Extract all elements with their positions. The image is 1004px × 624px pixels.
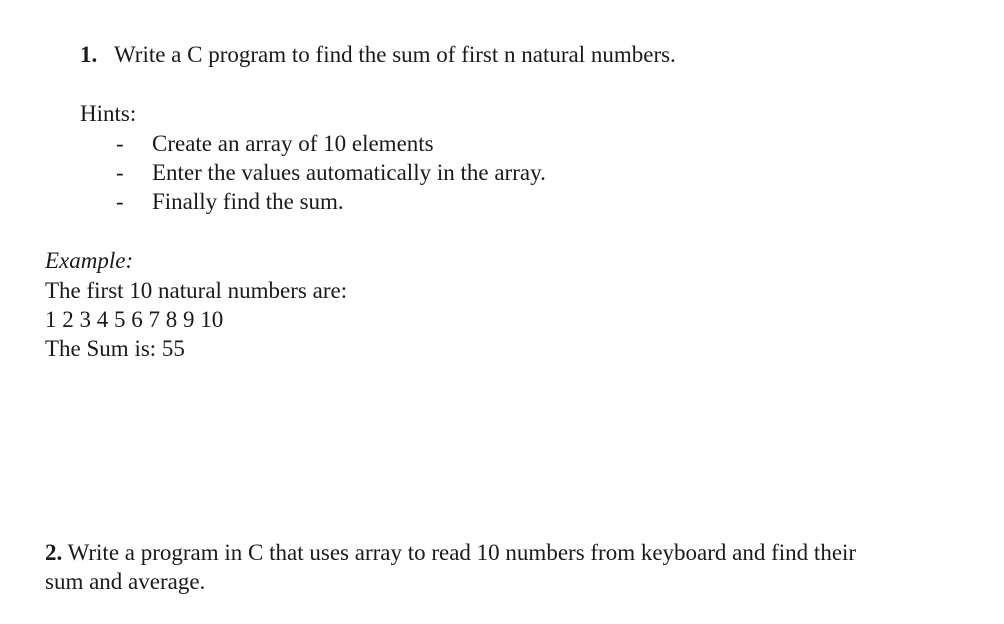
hint-bullet: -	[116, 189, 124, 214]
hint-bullet: -	[116, 160, 124, 185]
question-2-text-line-1: Write a program in C that uses array to read 10 numbers from keyboard and find their	[67, 540, 857, 565]
question-2-number: 2.	[45, 540, 63, 565]
hint-item	[116, 189, 344, 215]
hint-item	[116, 160, 546, 186]
question-1	[80, 42, 676, 68]
hint-text: Finally find the sum.	[152, 189, 344, 214]
example-numbers: 1 2 3 4 5 6 7 8 9 10	[45, 307, 224, 332]
example-label: Example:	[45, 248, 134, 273]
hint-text: Create an array of 10 elements	[152, 131, 434, 156]
example-line: The first 10 natural numbers are:	[45, 278, 348, 303]
question-1-number: 1.	[80, 42, 98, 67]
question-2	[45, 540, 856, 566]
hint-item	[116, 131, 434, 157]
example-sum: The Sum is: 55	[45, 336, 185, 361]
hints-label: Hints:	[80, 101, 137, 126]
question-2-text-line-2: sum and average.	[45, 569, 206, 594]
hint-text: Enter the values automatically in the array.	[152, 160, 546, 185]
hint-bullet: -	[116, 131, 124, 156]
question-1-text: Write a C program to find the sum of first n natural numbers.	[114, 42, 676, 67]
